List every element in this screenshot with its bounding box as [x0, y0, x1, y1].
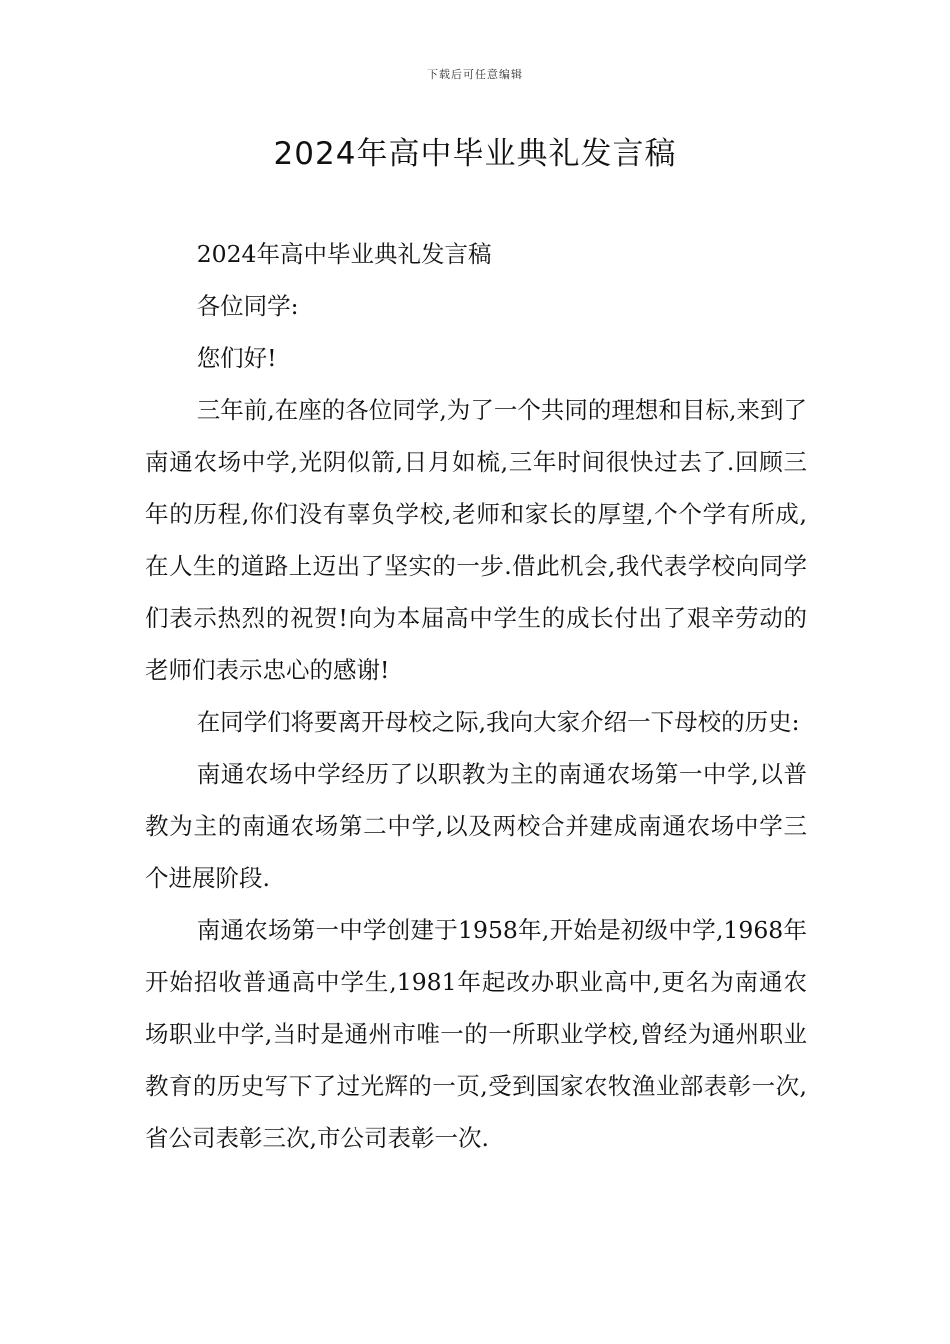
paragraph-body: 在同学们将要离开母校之际,我向大家介绍一下母校的历史:	[196, 708, 800, 736]
paragraph-heading: 2024年高中毕业典礼发言稿	[196, 240, 492, 268]
paragraph-greeting: 您们好!	[196, 344, 277, 372]
paragraph-body: 三年前,在座的各位同学,为了一个共同的理想和目标,来到了南通农场中学,光阴似箭,日月如梳,三年时间很快过去了.回顾三年的历程,你们没有辜负学校,老师和家长的厚望,个个学有所成,在人生的道路上迈出了坚实的一步.借此机会,我代表学校向同学们表示热烈的祝贺!向为本届高中学生的成长付出了艰辛劳动的老师们表示忠心的感谢!	[145, 396, 807, 684]
page-header-note: 下载后可任意编辑	[427, 68, 523, 81]
paragraph-salutation: 各位同学:	[196, 292, 299, 320]
paragraph-body: 南通农场中学经历了以职教为主的南通农场第一中学,以普教为主的南通农场第二中学,以及两校合并建成南通农场中学三个进展阶段.	[145, 760, 807, 892]
paragraph-body: 南通农场第一中学创建于1958年,开始是初级中学,1968年开始招收普通高中学生,1981年起改办职业高中,更名为南通农场职业中学,当时是通州市唯一的一所职业学校,曾经为通州职业教育的历史写下了过光辉的一页,受到国家农牧渔业部表彰一次,省公司表彰三次,市公司表彰一次.	[145, 916, 807, 1152]
document-body	[145, 228, 807, 1164]
document-title: 2024年高中毕业典礼发言稿	[273, 136, 677, 172]
